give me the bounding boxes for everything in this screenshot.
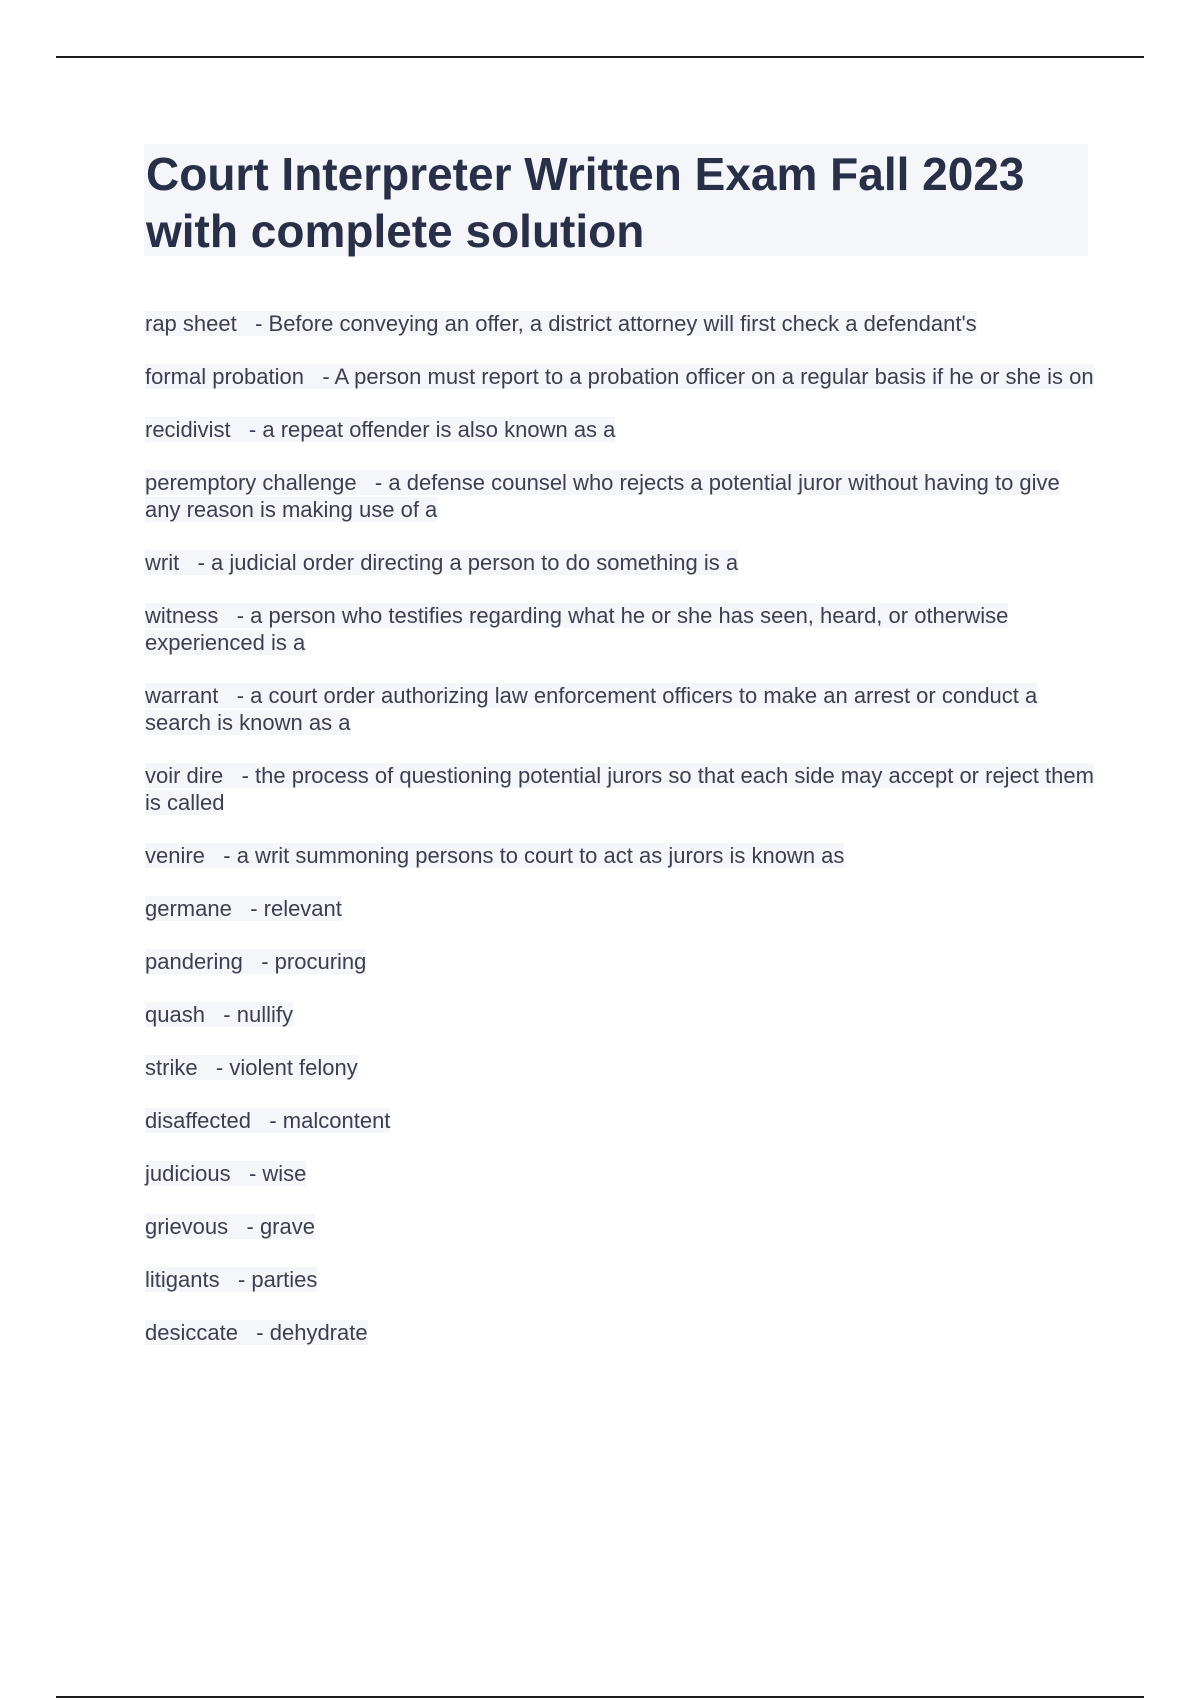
entry-definition: - relevant — [250, 896, 342, 921]
entry-definition: - a court order authorizing law enforcement officers to make an arrest or conduct a search is known as a — [145, 683, 1038, 735]
entry-definition: - A person must report to a probation officer on a regular basis if he or she is on — [322, 364, 1094, 389]
entry-definition: - a writ summoning persons to court to act as jurors is known as — [223, 843, 845, 868]
entry-definition: - parties — [237, 1267, 318, 1292]
entry-term: germane — [145, 896, 232, 921]
entry-term: voir dire — [145, 763, 224, 788]
entry-term: disaffected — [145, 1108, 252, 1133]
entry-term: judicious — [145, 1161, 231, 1186]
flashcard-entry — [145, 1319, 1095, 1346]
flashcard-entry — [145, 842, 1095, 869]
entry-definition: - procuring — [261, 949, 367, 974]
entry-term: witness — [145, 603, 219, 628]
entry-term: strike — [145, 1055, 198, 1080]
flashcard-entry — [145, 549, 1095, 576]
entry-definition: - Before conveying an offer, a district attorney will first check a defendant's — [255, 311, 977, 336]
flashcard-entry — [145, 948, 1095, 975]
flashcard-entry — [145, 762, 1095, 816]
entry-term: peremptory challenge — [145, 470, 357, 495]
entry-definition: - the process of questioning potential jurors so that each side may accept or reject them is called — [145, 763, 1094, 815]
entry-term: desiccate — [145, 1320, 238, 1345]
flashcard-entry — [145, 1107, 1095, 1134]
entry-term: pandering — [145, 949, 243, 974]
bottom-divider — [56, 1696, 1144, 1698]
entry-term: warrant — [145, 683, 219, 708]
entry-definition: - wise — [248, 1161, 307, 1186]
flashcard-entry — [145, 602, 1095, 656]
flashcard-entry — [145, 1160, 1095, 1187]
entry-definition: - grave — [246, 1214, 315, 1239]
entry-definition: - a repeat offender is also known as a — [248, 417, 616, 442]
flashcard-entry — [145, 1213, 1095, 1240]
flashcard-entry — [145, 310, 1095, 337]
flashcard-entry — [145, 895, 1095, 922]
flashcard-entry — [145, 469, 1095, 523]
entry-term: writ — [145, 550, 180, 575]
entry-definition: - a judicial order directing a person to do something is a — [197, 550, 739, 575]
entry-term: rap sheet — [145, 311, 237, 336]
entry-term: recidivist — [145, 417, 231, 442]
document-title: Court Interpreter Written Exam Fall 2023 with complete solution — [146, 148, 1025, 257]
flashcard-entry — [145, 1266, 1095, 1293]
flashcard-entry — [145, 1001, 1095, 1028]
entry-definition: - malcontent — [269, 1108, 391, 1133]
flashcard-list — [145, 310, 1095, 1372]
entry-term: venire — [145, 843, 205, 868]
flashcard-entry — [145, 1054, 1095, 1081]
entry-term: grievous — [145, 1214, 229, 1239]
top-divider — [56, 56, 1144, 58]
entry-definition: - violent felony — [215, 1055, 358, 1080]
entry-term: formal probation — [145, 364, 304, 389]
entry-definition: - nullify — [223, 1002, 293, 1027]
flashcard-entry — [145, 363, 1095, 390]
entry-term: quash — [145, 1002, 205, 1027]
flashcard-entry — [145, 682, 1095, 736]
entry-term: litigants — [145, 1267, 220, 1292]
entry-definition: - a person who testifies regarding what he or she has seen, heard, or otherwise experienced is a — [145, 603, 1009, 655]
flashcard-entry — [145, 416, 1095, 443]
entry-definition: - a defense counsel who rejects a potential juror without having to give any reason is making use of a — [145, 470, 1060, 522]
entry-definition: - dehydrate — [256, 1320, 368, 1345]
